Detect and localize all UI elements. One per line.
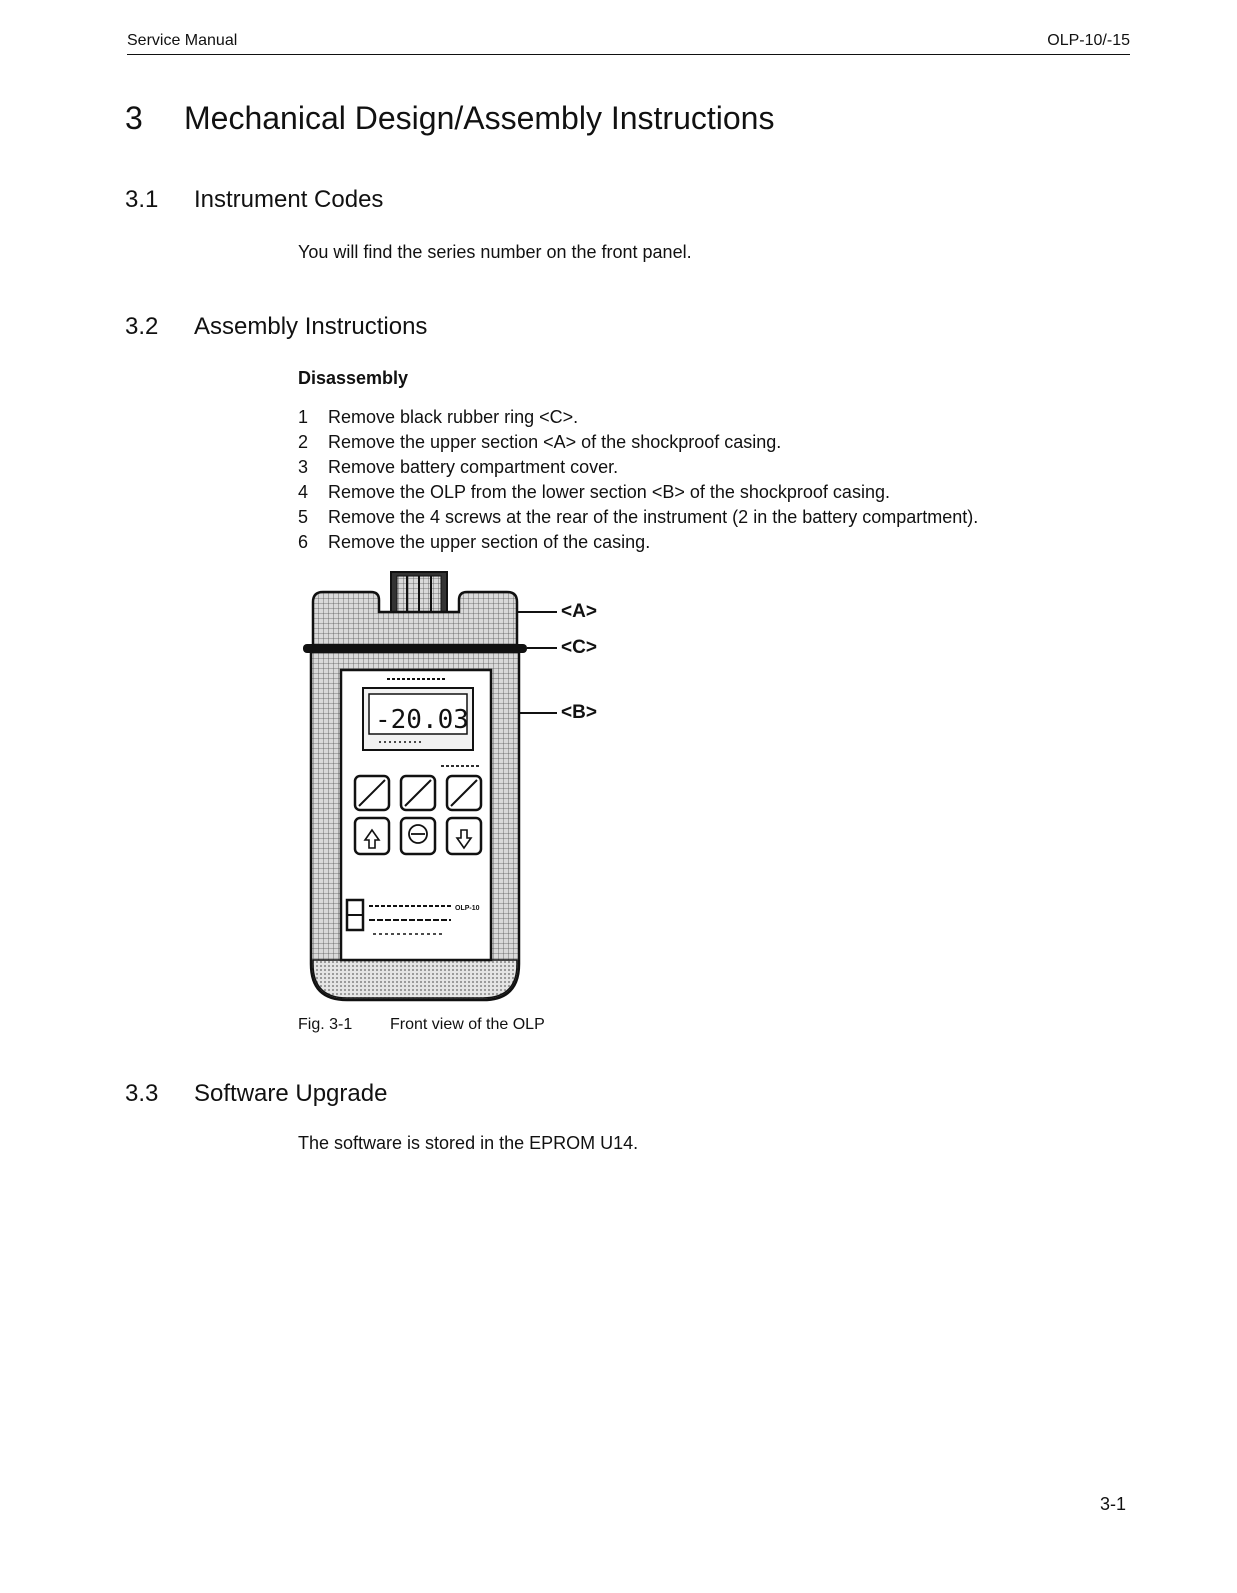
- section-3-1-text: You will find the series number on the front panel.: [298, 242, 692, 262]
- device-illustration: [303, 568, 623, 1008]
- header-manual-title: Service Manual: [127, 32, 238, 49]
- step-text: Remove black rubber ring <C>.: [328, 407, 579, 427]
- figure-caption-text: Front view of the OLP: [390, 1016, 545, 1033]
- step-number: 4: [298, 482, 309, 502]
- disassembly-steps: [298, 405, 978, 555]
- step-text: Remove the upper section <A> of the shockproof casing.: [328, 432, 782, 452]
- section-3-1-number: 3.1: [125, 186, 159, 213]
- step-text: Remove the upper section of the casing.: [328, 532, 651, 552]
- header-model: OLP-10/-15: [1047, 32, 1130, 49]
- section-3-3-text: The software is stored in the EPROM U14.: [298, 1133, 639, 1153]
- section-3-2-number: 3.2: [125, 313, 159, 340]
- chapter-title: Mechanical Design/Assembly Instructions: [184, 100, 775, 136]
- step-text: Remove the OLP from the lower section <B> of the shockproof casing.: [328, 482, 890, 502]
- figure-caption-label: Fig. 3-1: [298, 1016, 353, 1033]
- page-number: 3-1: [1099, 1494, 1126, 1514]
- list-item: [298, 430, 978, 455]
- step-number: 3: [298, 457, 309, 477]
- section-3-3-title: Software Upgrade: [194, 1080, 388, 1107]
- front-panel: [341, 670, 491, 960]
- list-item: [298, 480, 978, 505]
- section-3-2-title: Assembly Instructions: [194, 313, 428, 340]
- step-number: 2: [298, 432, 309, 452]
- running-header: [127, 30, 1130, 55]
- display-reading: -20.03: [375, 705, 469, 735]
- figure-olp-front-view: [303, 568, 623, 1008]
- chapter-number: 3: [125, 100, 143, 136]
- step-number: 6: [298, 532, 309, 552]
- keypad-top-row: [355, 776, 481, 810]
- wg-logo-icon: [347, 900, 363, 930]
- step-number: 5: [298, 507, 309, 527]
- device-model-label: OLP-10: [455, 905, 480, 912]
- section-3-1-title: Instrument Codes: [194, 186, 384, 213]
- list-item: [298, 455, 978, 480]
- disassembly-subheading: Disassembly: [298, 368, 409, 388]
- callout-b: <B>: [561, 702, 597, 723]
- list-item: [298, 505, 978, 530]
- keypad-bottom-row: [355, 818, 481, 854]
- callout-a: <A>: [561, 601, 597, 622]
- step-text: Remove battery compartment cover.: [328, 457, 619, 477]
- list-item: [298, 405, 978, 430]
- callout-c: <C>: [561, 637, 597, 658]
- step-text: Remove the 4 screws at the rear of the instrument (2 in the battery compartment).: [328, 507, 979, 527]
- section-3-3-number: 3.3: [125, 1080, 159, 1107]
- list-item: [298, 530, 978, 555]
- step-number: 1: [298, 407, 309, 427]
